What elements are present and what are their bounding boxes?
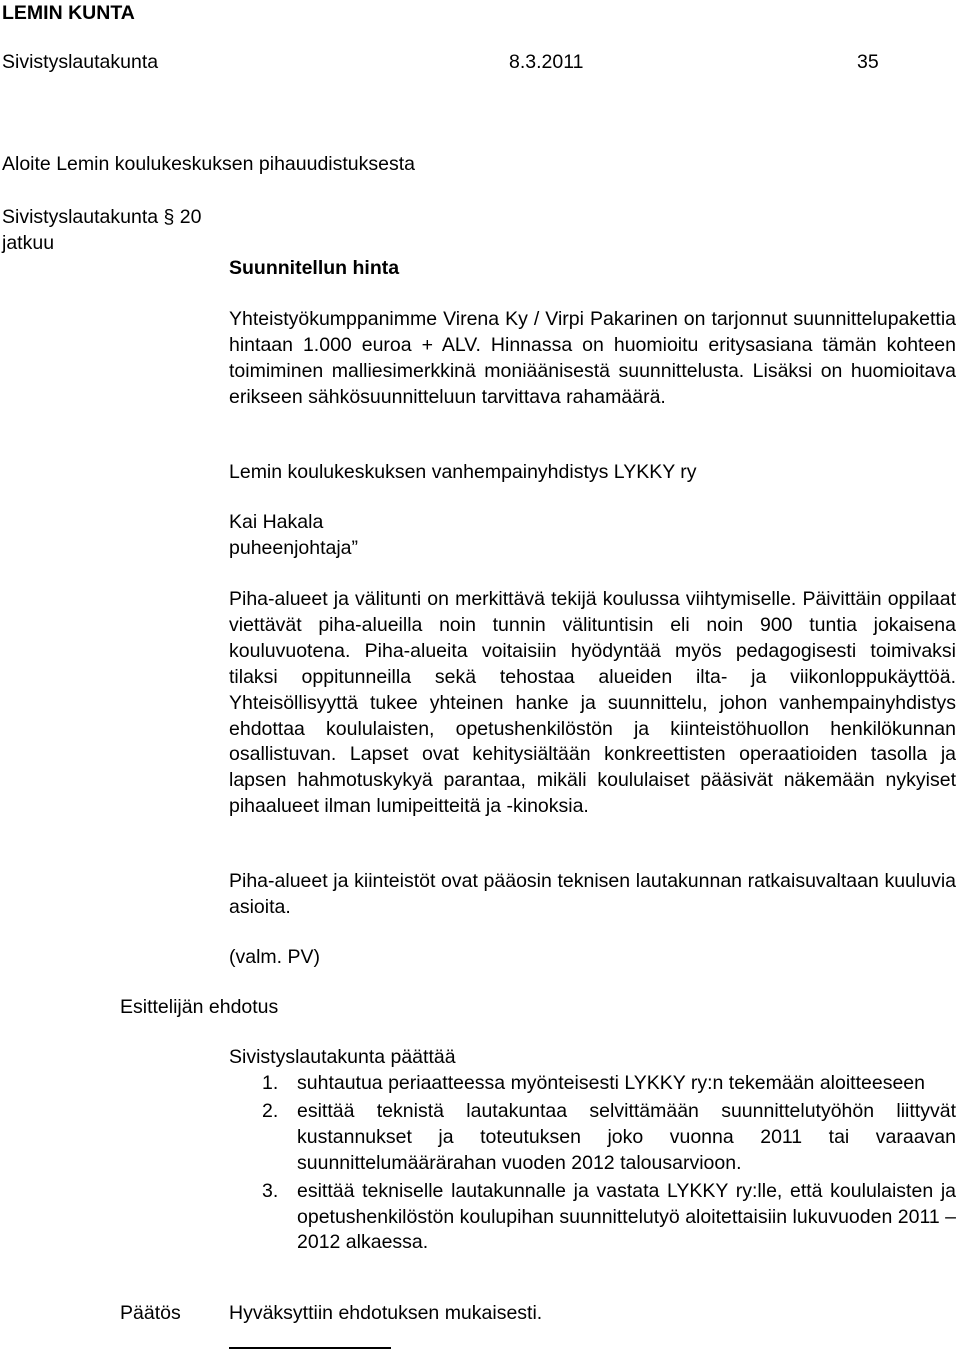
list-item-text: suhtautua periaatteessa myönteisesti LYKKY ry:n tekemään aloitteeseen [297, 1072, 925, 1094]
section-heading: Suunnitellun hinta [229, 257, 400, 279]
meeting-date: 8.3.2011 [509, 51, 584, 73]
signer-name: Kai Hakala [229, 511, 324, 533]
section-reference: Sivistyslautakunta § 20 [2, 206, 202, 228]
org-name: LEMIN KUNTA [2, 2, 135, 24]
list-item [229, 1071, 956, 1097]
signer-title: puheenjohtaja” [229, 537, 359, 559]
proposal-list [229, 1071, 956, 1258]
document-title: Aloite Lemin koulukeskuksen pihauudistuksesta [2, 153, 415, 175]
price-paragraph: Yhteistyökumppanimme Virena Ky / Virpi Pakarinen on tarjonnut suunnittelupakettia hintaan 1.000 euroa + ALV. Hinnassa on huomioitu eritysasiana tämän kohteen toimiminen malliesimerkkinä moniäänisestä suunnittelusta. Lisäksi on huomioitava erikseen sähkösuunnitteluun tarvittava rahamäärä. [229, 308, 956, 408]
proposal-intro: Sivistyslautakunta päättää [229, 1046, 456, 1068]
signature-rule [229, 1347, 391, 1349]
list-item [229, 1099, 956, 1177]
jurisdiction-paragraph: Piha-alueet ja kiinteistöt ovat pääosin teknisen lautakunnan ratkaisuvaltaan kuuluvia asioita. [229, 870, 956, 918]
decision-text: Hyväksyttiin ehdotuksen mukaisesti. [229, 1302, 543, 1324]
list-item-number: 2. [262, 1099, 279, 1122]
schoolyard-paragraph: Piha-alueet ja välitunti on merkittävä tekijä koulussa viihtymiselle. Päivittäin oppilaat viettävät piha-alueilla noin tunnin välituntisin eli noin 900 tuntia jokaisena kouluvuotena. Piha-alueita voitaisiin hyödyntää myös pedagogisesti toimivaksi tilaksi oppitunneilla sekä tehostaa alueiden ilta- ja viikonloppukäyttöä. Yhteisöllisyyttä tukee yhteinen hanke ja suunnittelu, johon vanhempainyhdistys ehdottaa koululaisten, opetushenkilöstön ja kiinteistöhuollon henkilökunnan osallistuvan. Lapset ovat kehitysiältään konkreettisten operaatioiden tasolla ja lapsen hahmotuskykyä parantaa, mikäli koululaiset pääsivät näkemään nykyiset pihaalueet ilman lumipeitteitä ja -kinoksia. [229, 588, 956, 818]
board-name: Sivistyslautakunta [2, 51, 159, 73]
continued-label: jatkuu [2, 232, 55, 254]
list-item-number: 3. [262, 1179, 279, 1202]
decision-label: Päätös [120, 1302, 181, 1324]
list-item [229, 1179, 956, 1257]
list-item-text: esittää teknistä lautakuntaa selvittämään suunnittelutyöhön liittyvät kustannukset ja toteutuksen joko vuonna 2011 tai varaavan suunnittelumäärärahan vuoden 2012 talousarvioon. [297, 1099, 956, 1174]
association-line: Lemin koulukeskuksen vanhempainyhdistys LYKKY ry [229, 461, 697, 483]
list-item-number: 1. [262, 1072, 279, 1094]
list-item-text: esittää tekniselle lautakunnalle ja vastata LYKKY ry:lle, että koululaisten ja opetushenkilöstön koulupihan suunnittelutyö aloitettaisiin lukuvuoden 2011 – 2012 alkaessa. [297, 1179, 956, 1254]
proposal-label: Esittelijän ehdotus [120, 996, 279, 1018]
prepared-by: (valm. PV) [229, 946, 321, 968]
page-number: 35 [857, 51, 879, 73]
